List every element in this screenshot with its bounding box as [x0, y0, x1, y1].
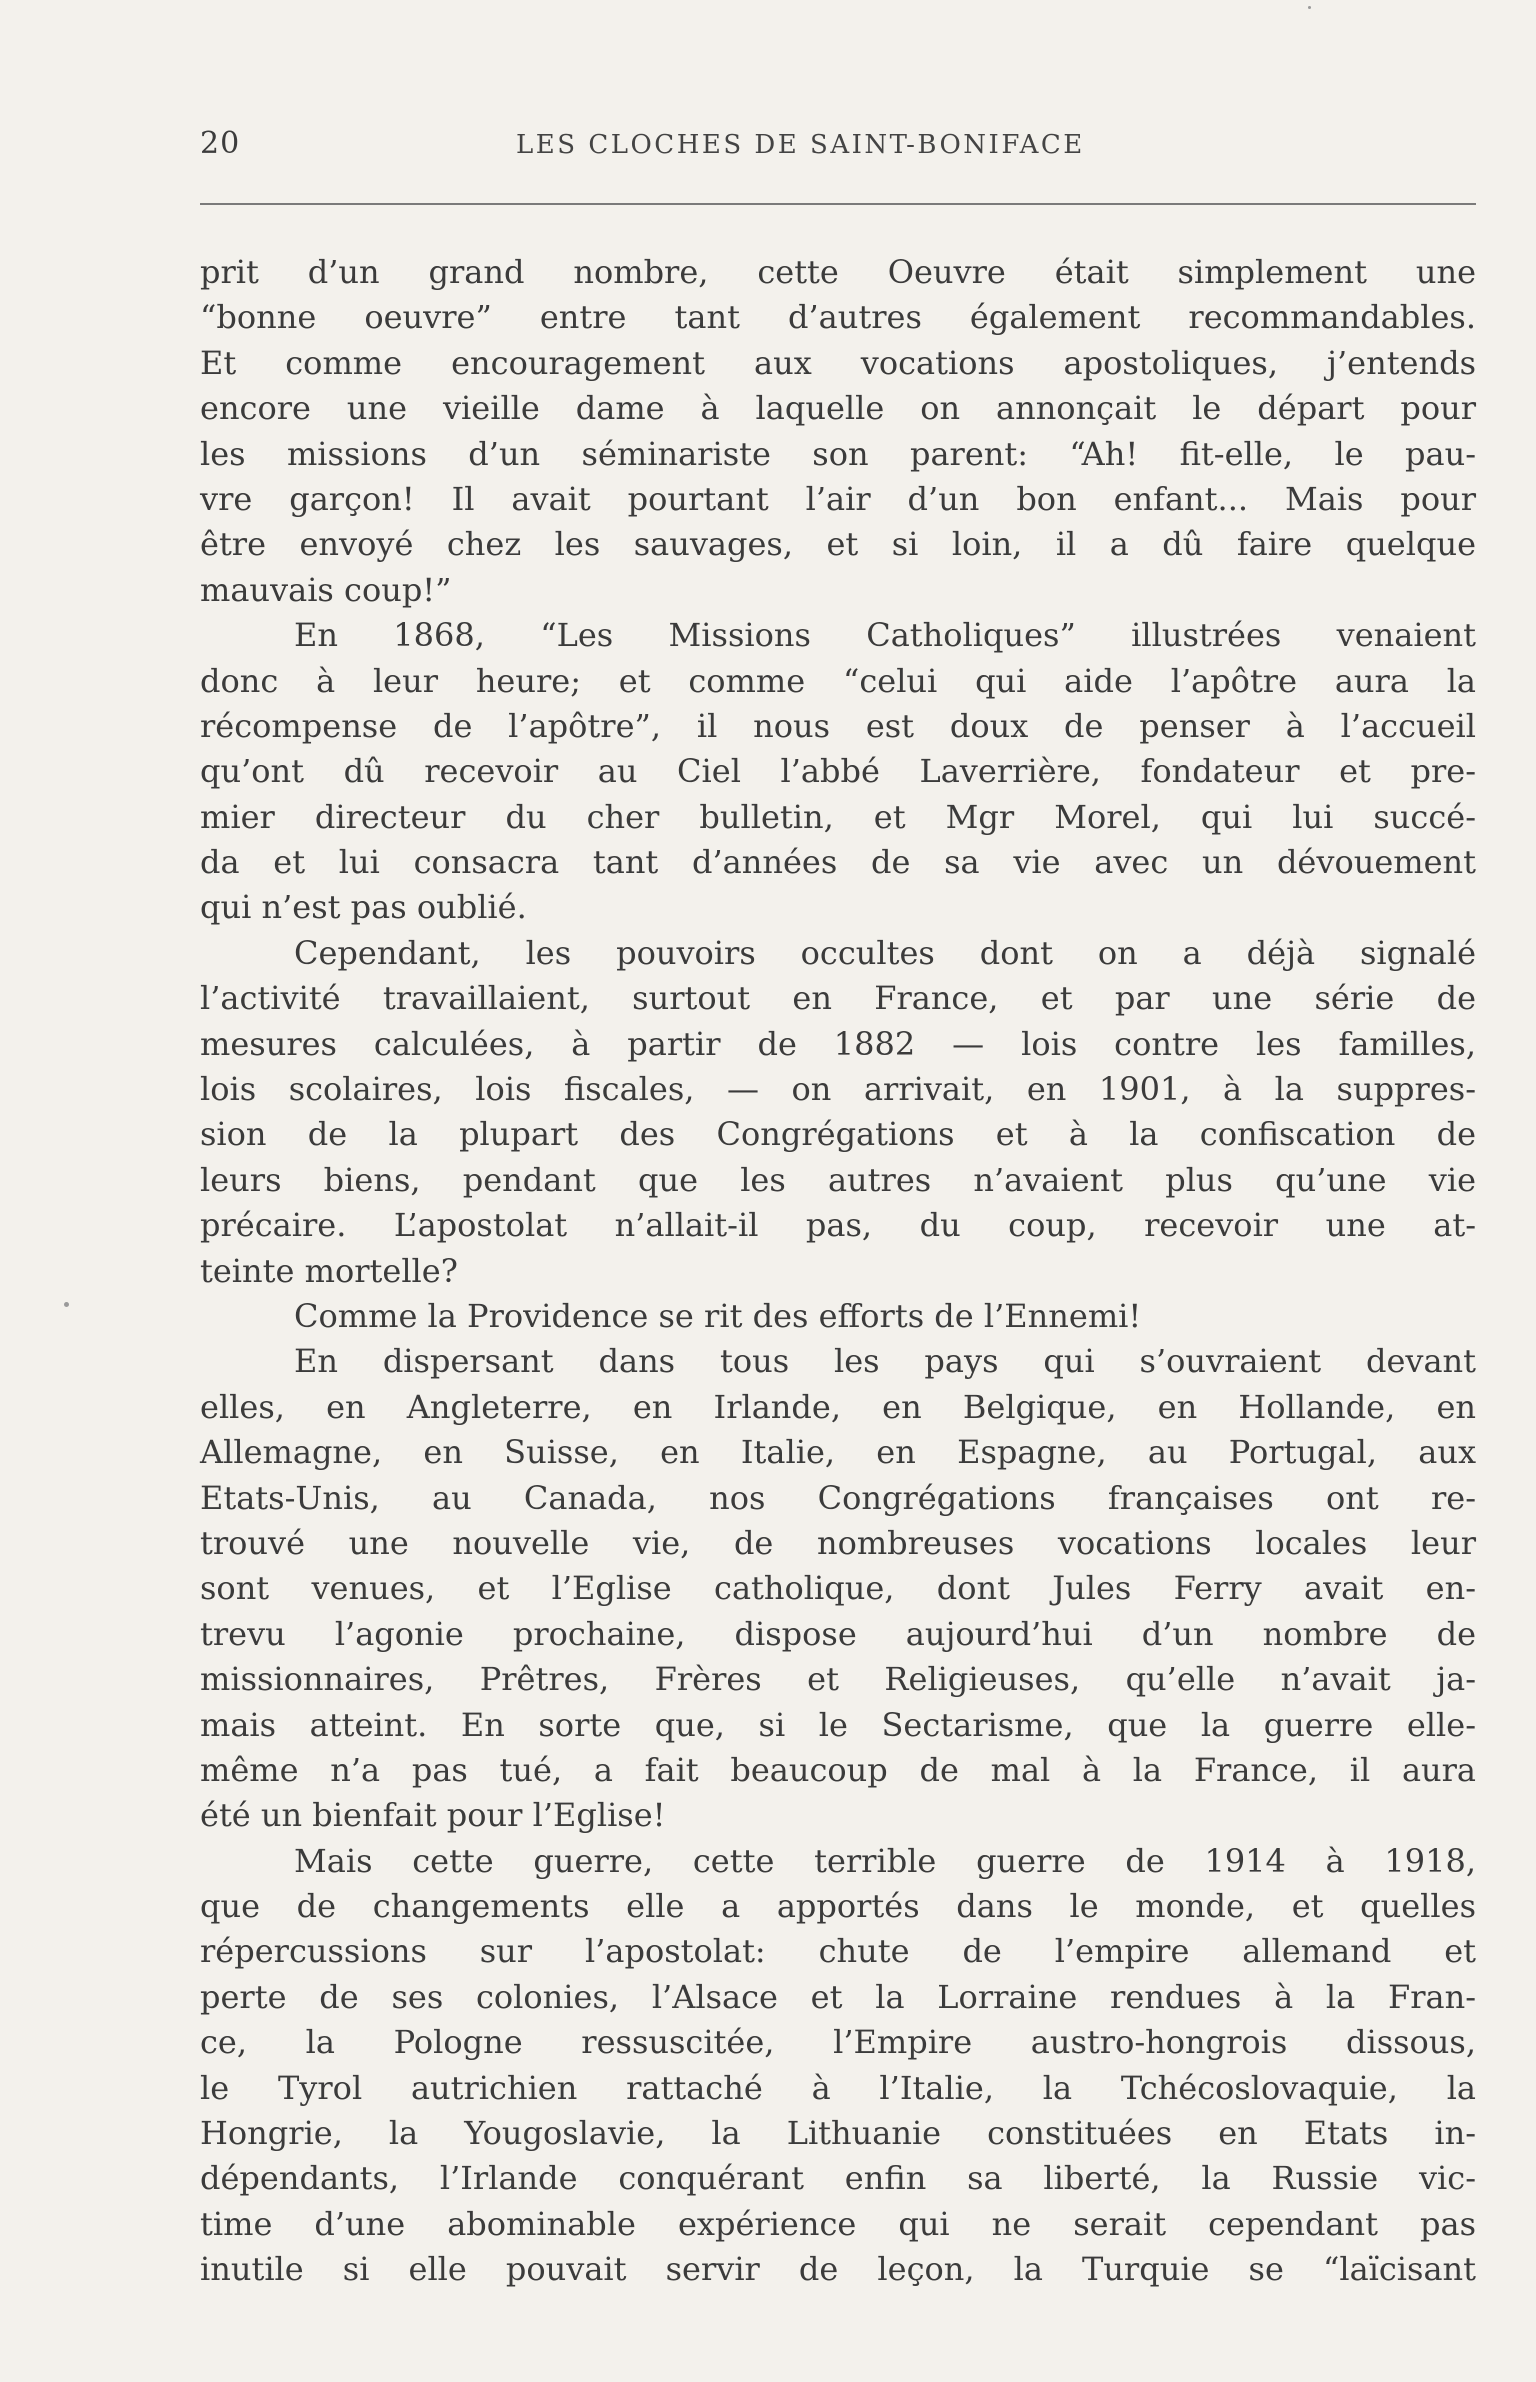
text-line: leurs biens, pendant que les autres n’avaient plus qu’une vie	[200, 1160, 1476, 1199]
text-line: trevu l’agonie prochaine, dispose aujourd’hui d’un nombre de	[200, 1614, 1476, 1653]
page-number: 20	[200, 126, 241, 161]
running-header	[200, 126, 1480, 170]
text-line: été un bienfait pour l’Eglise!	[200, 1796, 666, 1835]
text-line: qu’ont dû recevoir au Ciel l’abbé Laverrière, fondateur et pre-	[200, 752, 1476, 791]
text-line: les missions d’un séminariste son parent: “Ah! fit-elle, le pau-	[200, 434, 1476, 473]
text-line: donc à leur heure; et comme “celui qui aide l’apôtre aura la	[200, 661, 1476, 700]
text-line: l’activité travaillaient, surtout en France, et par une série de	[200, 979, 1476, 1018]
running-title: LES CLOCHES DE SAINT-BONIFACE	[516, 130, 1085, 160]
text-line: perte de ses colonies, l’Alsace et la Lorraine rendues à la Fran-	[200, 1977, 1476, 2016]
text-line: mier directeur du cher bulletin, et Mgr Morel, qui lui succé-	[200, 797, 1476, 836]
text-line: qui n’est pas oublié.	[200, 888, 527, 927]
text-line: mauvais coup!”	[200, 570, 452, 609]
text-line: time d’une abominable expérience qui ne serait cependant pas	[200, 2204, 1476, 2243]
text-line: “bonne oeuvre” entre tant d’autres également recommandables.	[200, 298, 1476, 337]
paper-speck	[1308, 6, 1311, 9]
text-line: sion de la plupart des Congrégations et à la confiscation de	[200, 1115, 1476, 1154]
text-line: missionnaires, Prêtres, Frères et Religieuses, qu’elle n’avait ja-	[200, 1660, 1476, 1699]
text-line: Mais cette guerre, cette terrible guerre de 1914 à 1918,	[294, 1841, 1476, 1880]
text-line: En 1868, “Les Missions Catholiques” illustrées venaient	[294, 616, 1476, 655]
text-line: da et lui consacra tant d’années de sa vie avec un dévouement	[200, 843, 1476, 882]
text-line: En dispersant dans tous les pays qui s’ouvraient devant	[294, 1342, 1476, 1381]
text-line: trouvé une nouvelle vie, de nombreuses vocations locales leur	[200, 1523, 1476, 1562]
text-line: répercussions sur l’apostolat: chute de l’empire allemand et	[200, 1932, 1476, 1971]
text-line: mesures calculées, à partir de 1882 — lois contre les familles,	[200, 1024, 1476, 1063]
text-line: Etats-Unis, au Canada, nos Congrégations françaises ont re-	[200, 1478, 1476, 1517]
text-line: précaire. L’apostolat n’allait-il pas, du coup, recevoir une at-	[200, 1206, 1476, 1245]
text-line: le Tyrol autrichien rattaché à l’Italie, la Tchécoslovaquie, la	[200, 2068, 1476, 2107]
text-line: vre garçon! Il avait pourtant l’air d’un bon enfant... Mais pour	[200, 479, 1476, 518]
text-line: récompense de l’apôtre”, il nous est doux de penser à l’accueil	[200, 706, 1476, 745]
text-line: lois scolaires, lois fiscales, — on arrivait, en 1901, à la suppres-	[200, 1070, 1476, 1109]
header-rule	[200, 203, 1476, 205]
text-line: être envoyé chez les sauvages, et si loin, il a dû faire quelque	[200, 525, 1476, 564]
text-line: prit d’un grand nombre, cette Oeuvre était simplement une	[200, 253, 1476, 291]
text-line: même n’a pas tué, a fait beaucoup de mal à la France, il aura	[200, 1750, 1476, 1789]
text-line: Comme la Providence se rit des efforts de l’Ennemi!	[294, 1296, 1142, 1335]
text-line: encore une vieille dame à laquelle on annonçait le départ pour	[200, 389, 1476, 428]
text-line: Cependant, les pouvoirs occultes dont on a déjà signalé	[294, 933, 1476, 972]
text-line: Hongrie, la Yougoslavie, la Lithuanie constituées en Etats in-	[200, 2114, 1476, 2153]
body-text	[200, 250, 1476, 2293]
text-line: Et comme encouragement aux vocations apostoliques, j’entends	[200, 343, 1476, 382]
text-line: Allemagne, en Suisse, en Italie, en Espagne, au Portugal, aux	[200, 1433, 1476, 1472]
text-line: teinte mortelle?	[200, 1251, 458, 1290]
text-line: inutile si elle pouvait servir de leçon, la Turquie se “laïcisant	[200, 2250, 1476, 2289]
paper-speck	[64, 1302, 69, 1307]
text-line: ce, la Pologne ressuscitée, l’Empire austro-hongrois dissous,	[200, 2023, 1476, 2062]
text-line: mais atteint. En sorte que, si le Sectarisme, que la guerre elle-	[200, 1705, 1476, 1744]
text-line: dépendants, l’Irlande conquérant enfin sa liberté, la Russie vic-	[200, 2159, 1476, 2198]
text-line: sont venues, et l’Eglise catholique, dont Jules Ferry avait en-	[200, 1569, 1476, 1608]
text-line: que de changements elle a apportés dans le monde, et quelles	[200, 1887, 1476, 1926]
text-line: elles, en Angleterre, en Irlande, en Belgique, en Hollande, en	[200, 1387, 1476, 1426]
